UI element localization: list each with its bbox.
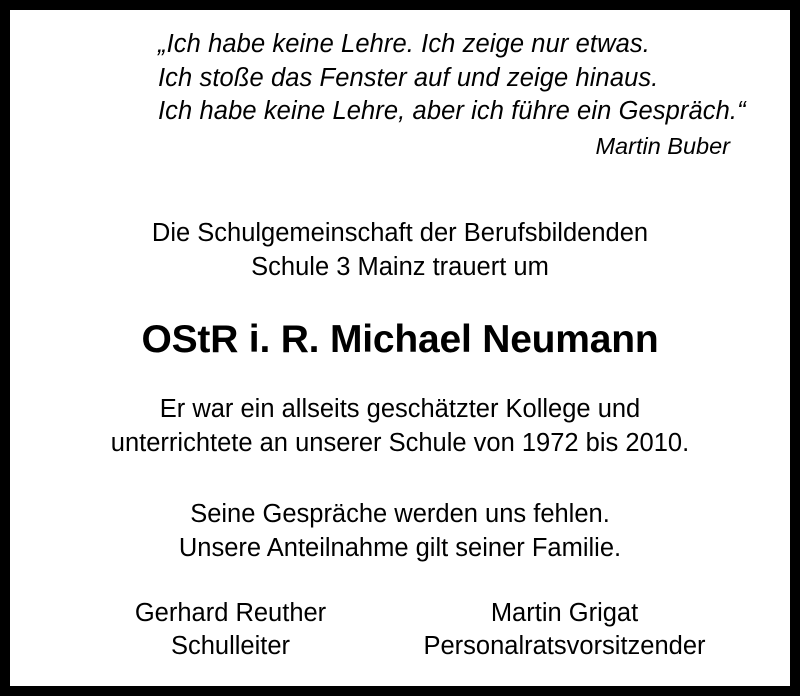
tribute-paragraph-1-line-1: Er war ein allseits geschätzter Kollege und bbox=[159, 395, 641, 424]
signature-left-role: Schulleiter bbox=[170, 632, 291, 661]
quotation-line-2: Ich stoße das Fenster auf und zeige hinaus. bbox=[158, 63, 659, 92]
signature-left-name: Gerhard Reuther bbox=[134, 598, 327, 627]
tribute-paragraph-2-line-2: Unsere Anteilnahme gilt seiner Familie. bbox=[178, 533, 622, 562]
intro-text bbox=[44, 216, 756, 284]
tribute-paragraph-2-line-1: Seine Gespräche werden uns fehlen. bbox=[190, 499, 610, 528]
intro-line-1: Die Schulgemeinschaft der Berufsbildenden bbox=[151, 218, 649, 247]
signature-right-name: Martin Grigat bbox=[490, 598, 639, 627]
quotation-line-3: Ich habe keine Lehre, aber ich führe ein Gespräch.“ bbox=[158, 97, 746, 126]
signatures bbox=[44, 597, 756, 664]
signature-right bbox=[395, 597, 734, 664]
intro-line-2: Schule 3 Mainz trauert um bbox=[251, 253, 549, 282]
quotation-line-1: „Ich habe keine Lehre. Ich zeige nur etwas. bbox=[158, 30, 650, 58]
tribute-paragraph-1 bbox=[44, 392, 756, 460]
quotation bbox=[44, 28, 756, 129]
tribute-paragraph-1-line-2: unterrichtete an unserer Schule von 1972 bis 2010. bbox=[110, 429, 690, 458]
quotation-author: Martin Buber bbox=[595, 132, 730, 159]
signature-right-role: Personalratsvorsitzender bbox=[423, 632, 706, 661]
tribute-paragraph-2 bbox=[44, 497, 756, 565]
signature-left bbox=[66, 597, 395, 664]
deceased-name: OStR i. R. Michael Neumann bbox=[141, 318, 659, 362]
